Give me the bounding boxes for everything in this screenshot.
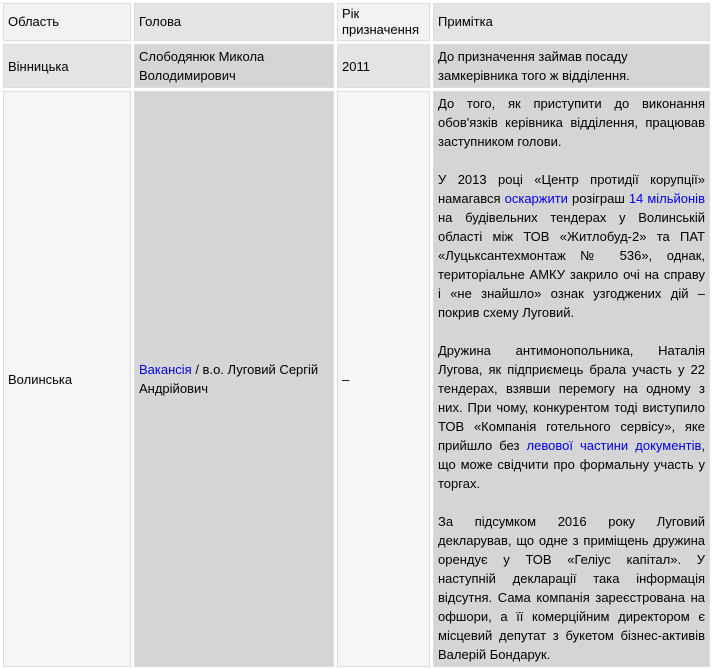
vacancy-link[interactable]: Вакансія	[139, 362, 192, 377]
note-inline-link[interactable]: оскаржити	[504, 191, 568, 206]
cell-region: Волинська	[3, 91, 131, 667]
note-inline-link[interactable]: левової частини документів	[526, 438, 702, 453]
cell-region: Вінницька	[3, 44, 131, 88]
cell-year: –	[337, 91, 430, 667]
note-paragraph: За підсумком 2016 року Луговий декларував, що одне з приміщень дружина орендує у ТОВ «Геліус капітал». У наступній декларації така інформація відсутня. Сама компанія зареєстрована на офшори, а її комерційним директором є місцевий депутат з букетом бізнес-активів Валерій Бондарук.	[438, 514, 705, 662]
acting-head-text: / в.о. Луговий Сергій Андрійович	[139, 362, 319, 396]
column-header-head: Голова	[134, 3, 334, 41]
cell-head: Слободянюк Микола Володимирович	[134, 44, 334, 88]
header-row	[3, 3, 710, 41]
cell-year: 2011	[337, 44, 430, 88]
note-paragraph: У 2013 році «Центр протидії корупції» намагався оскаржити розіграш 14 мільйонів на будівельних тендерах у Волинській області між ТОВ «Житлобуд-2» та ПАТ «Луцьксантехмонтаж № 536», однак, територіальне АМКУ закрило очі на справу і «не знайшло» ознак узгоджених дій – покрив схему Луговий.	[438, 172, 705, 320]
table-row-volynska	[3, 91, 710, 667]
note-paragraph: Дружина антимонопольника, Наталія Лугова, як підприємець брала участь у 22 тендерах, взявши перемогу на одному з них. При чому, конкурентом тоді виступило ТОВ «Компанія готельного сервісу», яке прийшло без левової частини документів, що може свідчити про формальну участь у торгах.	[438, 343, 705, 491]
column-header-year: Рік призначення	[337, 3, 430, 41]
note-inline-link[interactable]: 14 мільйонів	[628, 191, 705, 206]
column-header-note: Примітка	[433, 3, 710, 41]
cell-note: До призначення займав посаду замкерівника того ж відділення.	[433, 44, 710, 88]
cell-head	[134, 91, 334, 667]
table-row-vinnytska	[3, 44, 710, 88]
cell-note	[433, 91, 710, 667]
note-paragraph: До того, як приступити до виконання обов'язків керівника відділення, працював заступником голови.	[438, 96, 705, 149]
column-header-region: Область	[3, 3, 131, 41]
